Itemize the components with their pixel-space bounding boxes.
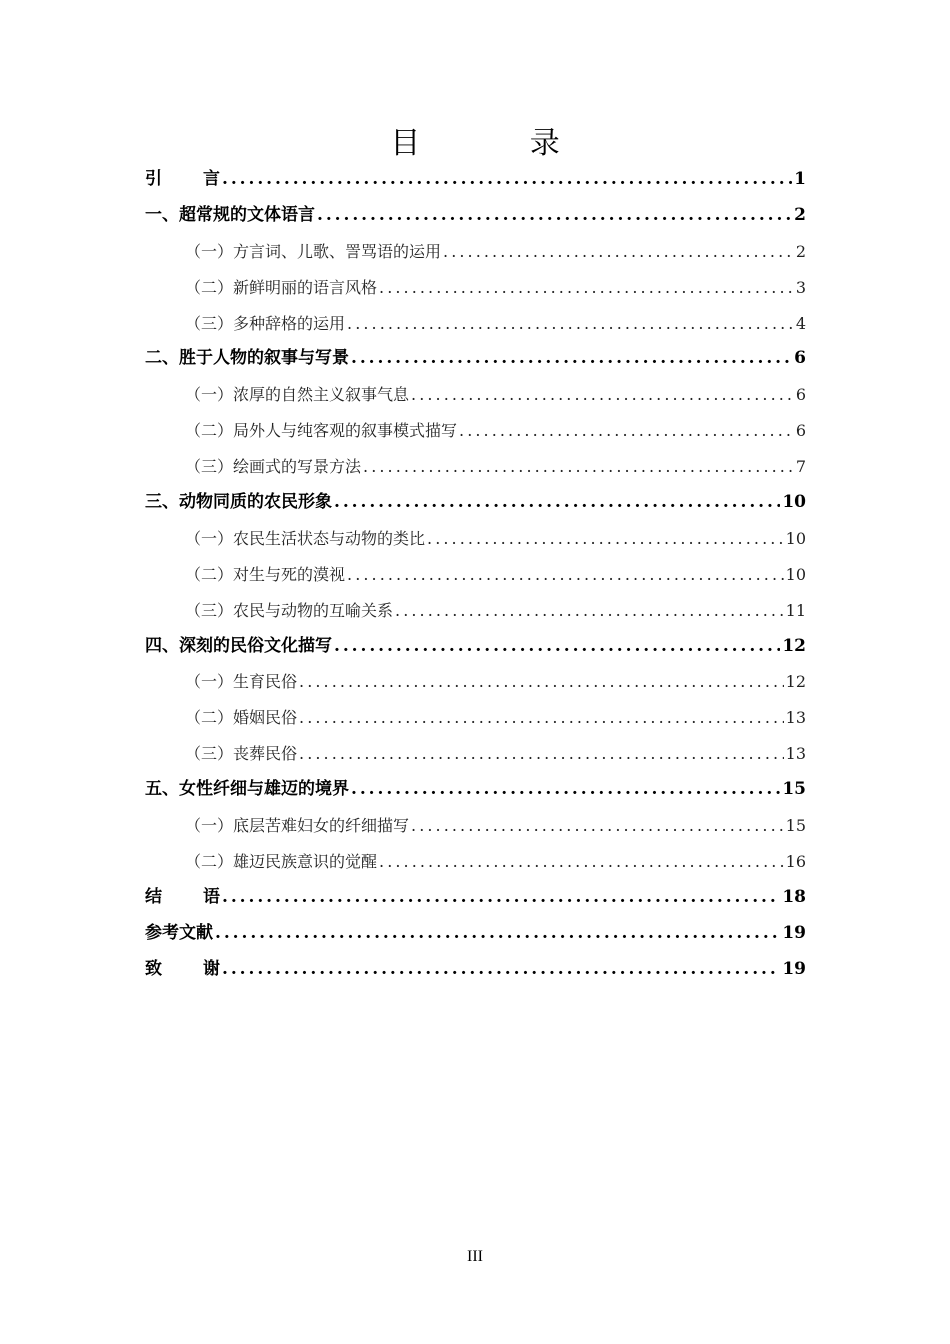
toc-entry-page: 15 — [782, 779, 806, 800]
toc-entry-page: 19 — [782, 922, 806, 943]
toc-subentry[interactable] — [145, 234, 806, 270]
toc-leader-dots — [334, 485, 780, 521]
toc-entry-page: 1 — [794, 169, 806, 189]
toc-leader-dots — [443, 234, 794, 270]
toc-entry-page: 10 — [785, 564, 806, 584]
toc-leader-dots — [299, 664, 784, 700]
toc-leader-dots — [411, 377, 794, 413]
toc-entry[interactable] — [145, 880, 806, 916]
toc-subentry[interactable] — [145, 736, 806, 772]
toc-entry-page: 7 — [795, 457, 806, 477]
toc-entry-label: 致 谢 — [145, 958, 220, 979]
toc-leader-dots — [317, 198, 792, 234]
toc-entry[interactable] — [145, 485, 806, 521]
toc-entry-page: 4 — [795, 313, 806, 333]
toc-leader-dots — [459, 413, 794, 449]
toc-entry-page: 19 — [782, 958, 806, 979]
toc-subentry[interactable] — [145, 270, 806, 306]
toc-entry-page: 18 — [782, 886, 806, 907]
toc-entry[interactable] — [145, 772, 806, 808]
toc-entry-label: （一）浓厚的自然主义叙事气息 — [185, 385, 410, 405]
toc-entry-page: 6 — [794, 348, 806, 369]
toc-entry-page: 12 — [782, 635, 806, 656]
toc-leader-dots — [411, 808, 784, 844]
toc-leader-dots — [379, 844, 784, 880]
toc-subentry[interactable] — [145, 449, 806, 485]
toc-subentry[interactable] — [145, 700, 806, 736]
toc-entry-label: （二）对生与死的漠视 — [185, 564, 346, 584]
toc-entry-page: 12 — [785, 672, 806, 692]
toc-entry-page: 6 — [795, 385, 806, 405]
toc-entry-label: （二）婚姻民俗 — [185, 708, 298, 728]
toc-entry-label: （三）丧葬民俗 — [185, 744, 298, 764]
toc-entry-label: 四、深刻的民俗文化描写 — [145, 635, 332, 656]
toc-entry-page: 3 — [795, 277, 806, 297]
toc-entry-label: （一）底层苦难妇女的纤细描写 — [185, 816, 410, 836]
toc-entry-label: 引 言 — [145, 169, 220, 189]
toc-entry-label: 五、女性纤细与雄迈的境界 — [145, 779, 349, 800]
page-title: 目 录 — [390, 126, 610, 161]
toc-entry-label: 一、超常规的文体语言 — [145, 204, 315, 225]
toc-entry-label: 三、动物同质的农民形象 — [145, 492, 332, 513]
toc-entry-label: （三）绘画式的写景方法 — [185, 457, 362, 477]
toc-leader-dots — [379, 270, 794, 306]
toc-entry-page: 2 — [795, 241, 806, 261]
toc-entry-page: 11 — [785, 600, 806, 620]
toc-subentry[interactable] — [145, 664, 806, 700]
toc-subentry[interactable] — [145, 593, 806, 629]
toc-entry-label: 二、胜于人物的叙事与写景 — [145, 348, 349, 369]
toc-entry-label: （二）局外人与纯客观的叙事模式描写 — [185, 421, 458, 441]
toc-entry[interactable] — [145, 629, 806, 665]
toc-entry-page: 15 — [785, 816, 806, 836]
toc-leader-dots — [363, 449, 794, 485]
toc-leader-dots — [299, 736, 784, 772]
toc-entry-label: （三）多种辞格的运用 — [185, 313, 346, 333]
toc-entry-page: 16 — [785, 851, 806, 871]
toc-entry-label: （一）生育民俗 — [185, 672, 298, 692]
toc-leader-dots — [347, 306, 794, 342]
table-of-contents — [145, 162, 806, 987]
toc-entry-page: 13 — [785, 708, 806, 728]
toc-leader-dots — [222, 880, 780, 916]
toc-entry-label: （二）新鲜明丽的语言风格 — [185, 277, 378, 297]
toc-subentry[interactable] — [145, 844, 806, 880]
toc-entry-label: 结 语 — [145, 886, 220, 907]
toc-leader-dots — [395, 593, 784, 629]
toc-entry-page: 2 — [794, 204, 806, 225]
toc-subentry[interactable] — [145, 521, 806, 557]
toc-leader-dots — [215, 916, 780, 952]
toc-entry-label: （二）雄迈民族意识的觉醒 — [185, 851, 378, 871]
toc-subentry[interactable] — [145, 413, 806, 449]
toc-entry-page: 10 — [782, 492, 806, 513]
toc-subentry[interactable] — [145, 557, 806, 593]
toc-entry[interactable] — [145, 198, 806, 234]
toc-entry-label: 参考文献 — [145, 922, 213, 943]
toc-leader-dots — [427, 521, 784, 557]
toc-entry-label: （一）方言词、儿歌、詈骂语的运用 — [185, 241, 442, 261]
toc-entry-label: （一）农民生活状态与动物的类比 — [185, 528, 426, 548]
toc-leader-dots — [347, 557, 784, 593]
toc-leader-dots — [334, 629, 780, 665]
toc-leader-dots — [351, 772, 780, 808]
toc-entry[interactable] — [145, 341, 806, 377]
toc-entry-page: 6 — [795, 421, 806, 441]
toc-leader-dots — [299, 700, 784, 736]
toc-entry[interactable] — [145, 162, 806, 198]
page-number: III — [467, 1248, 483, 1265]
toc-entry[interactable] — [145, 952, 806, 988]
toc-entry-page: 13 — [785, 744, 806, 764]
toc-leader-dots — [222, 952, 780, 988]
toc-subentry[interactable] — [145, 377, 806, 413]
toc-entry[interactable] — [145, 916, 806, 952]
toc-subentry[interactable] — [145, 808, 806, 844]
toc-subentry[interactable] — [145, 306, 806, 342]
toc-leader-dots — [351, 341, 792, 377]
toc-entry-label: （三）农民与动物的互喻关系 — [185, 600, 394, 620]
toc-leader-dots — [222, 162, 792, 198]
toc-entry-page: 10 — [785, 528, 806, 548]
